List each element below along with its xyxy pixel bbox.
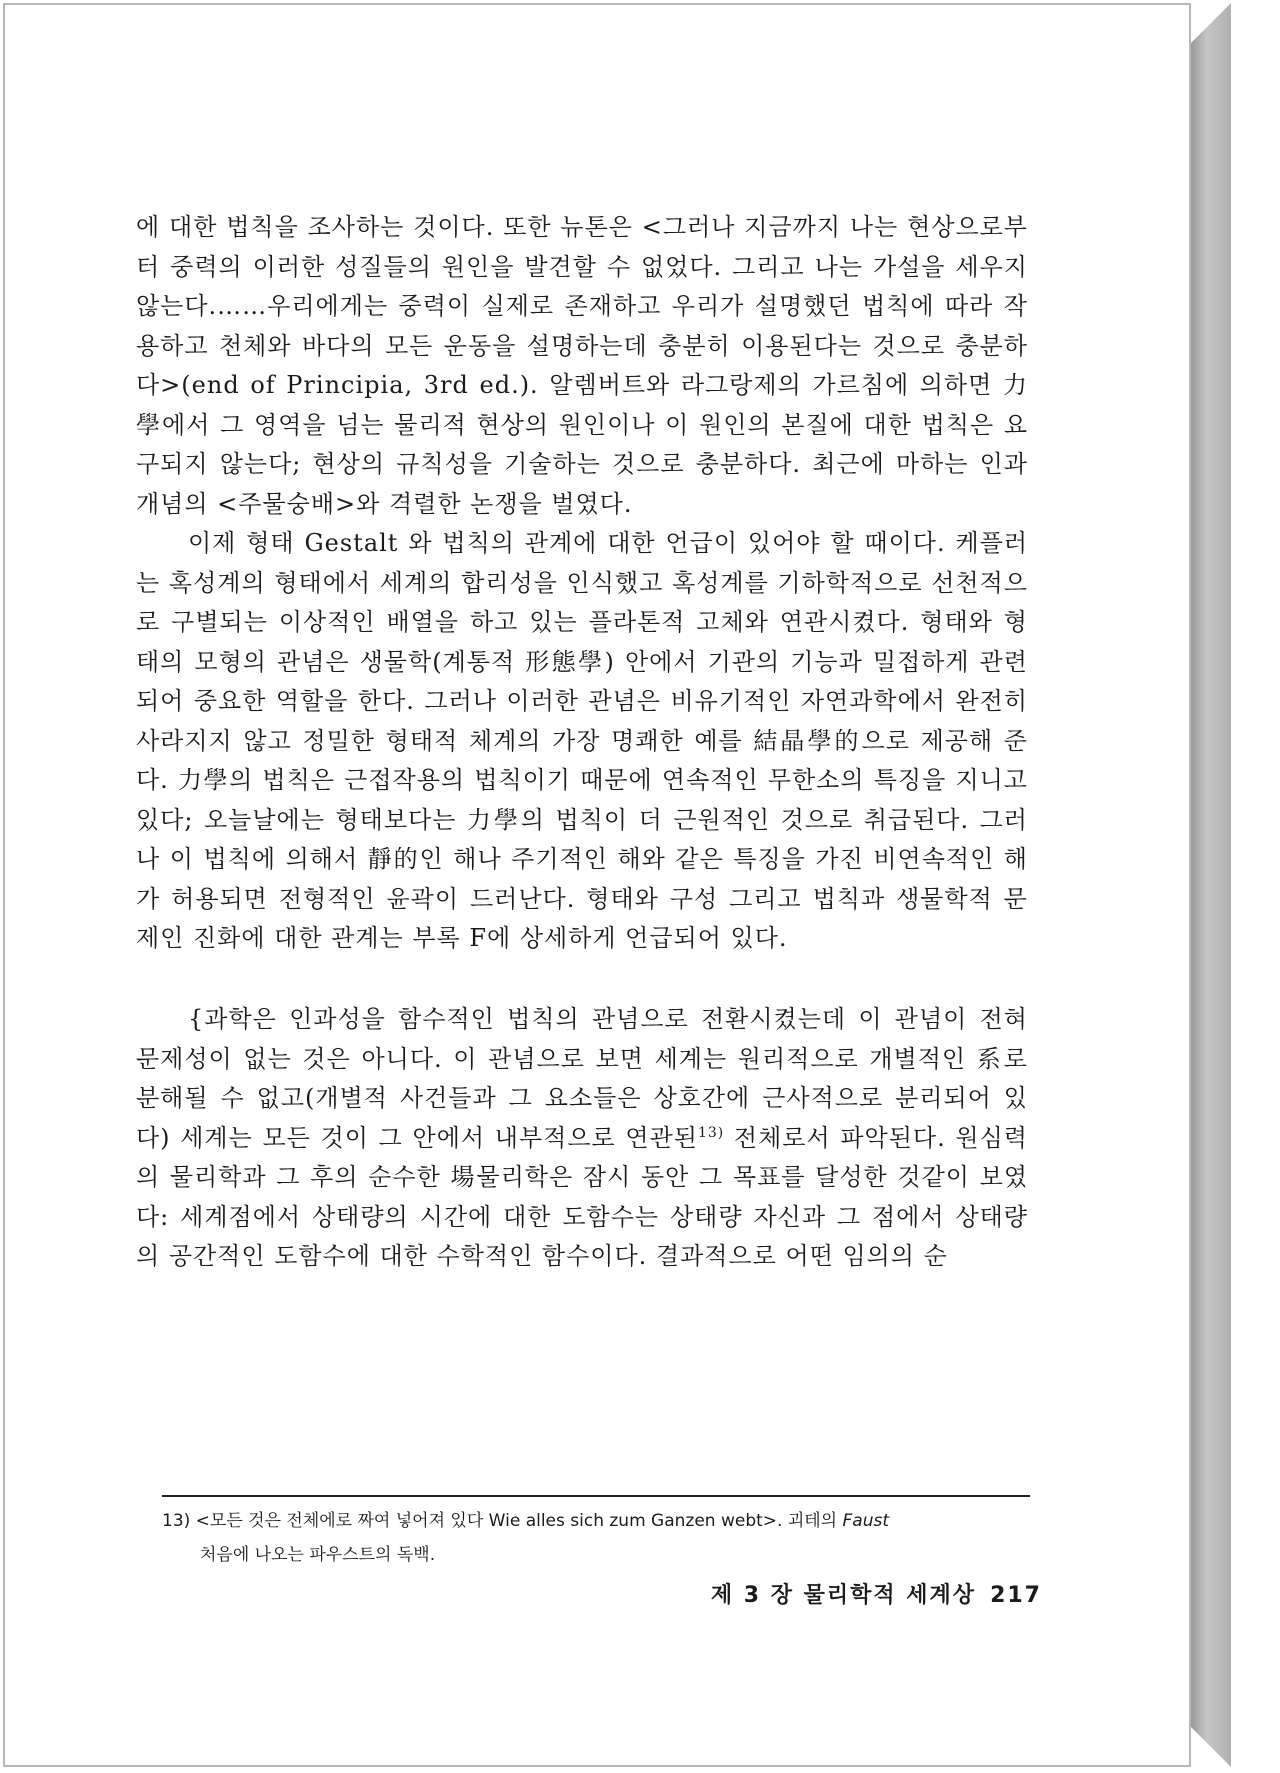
footnote-number: 13) xyxy=(162,1511,191,1531)
paragraph-3-part-b: 전체로서 파악된다. 원심력의 물리학과 그 후의 순수한 場물리학은 잠시 동안 그 목표를 달성한 것같이 보였다: 세계점에서 상태량의 시간에 대한 도함수는 상태량 자신과 그 점에서 상태량의 공간적인 도함수에 대한 수학적인 함수이다. 결과적으로 어떤 임의의 순 xyxy=(136,1123,1028,1270)
footnote-italic: Faust xyxy=(842,1511,890,1531)
footnote-rule xyxy=(162,1495,1030,1497)
footnote-reference: 13) xyxy=(697,1124,725,1141)
main-text-upper xyxy=(136,208,1028,959)
paragraph-2: 이제 형태 Gestalt 와 법칙의 관계에 대한 언급이 있어야 할 때이다. 케플러는 혹성계의 형태에서 세계의 합리성을 인식했고 혹성계를 기하학적으로 선천적으로 구별되는 이상적인 배열을 하고 있는 플라톤적 고체와 연관시켰다. 형태와 형태의 모형의 관념은 생물학(계통적 形態學) 안에서 기관의 기능과 밀접하게 관련되어 중요한 역할을 한다. 그러나 이러한 관념은 비유기적인 자연과학에서 완전히 사라지지 않고 정밀한 형태적 체계의 가장 명쾌한 예를 結晶學的으로 제공해 준다. 力學의 법칙은 근접작용의 법칙이기 때문에 연속적인 무한소의 특징을 지니고 있다; 오늘날에는 형태보다는 力學의 법칙이 더 근원적인 것으로 취급된다. 그러나 이 법칙에 의해서 靜的인 해나 주기적인 해와 같은 특징을 가진 비연속적인 해가 허용되면 전형적인 윤곽이 드러난다. 형태와 구성 그리고 법칙과 생물학적 문제인 진화에 대한 관계는 부록 F에 상세하게 언급되어 있다. xyxy=(136,529,1028,952)
main-text-lower xyxy=(136,1000,1028,1277)
chapter-title: 제 3 장 물리학적 세계상 xyxy=(710,1583,977,1608)
footnote-line-2: 처음에 나오는 파우스트의 독백. xyxy=(200,1545,436,1565)
footnote xyxy=(162,1504,1030,1572)
paragraph-3 xyxy=(136,1000,1028,1277)
paragraph-3-part-a: {과학은 인과성을 함수적인 법칙의 관념으로 전환시켰는데 이 관념이 전혀 문제성이 없는 것은 아니다. 이 관념으로 보면 세계는 원리적으로 개별적인 系로 분해될 수 없고(개별적 사건들과 그 요소들은 상호간에 근사적으로 분리되어 있다) 세계는 모든 것이 그 안에서 내부적으로 연관된 xyxy=(136,1005,1028,1152)
footnote-line-1 xyxy=(162,1504,1030,1538)
paragraph-1: 에 대한 법칙을 조사하는 것이다. 또한 뉴톤은 <그러나 지금까지 나는 현상으로부터 중력의 이러한 성질들의 원인을 발견할 수 없었다. 그리고 나는 가설을 세우지 않는다.……우리에게는 중력이 실제로 존재하고 우리가 설명했던 법칙에 따라 작용하고 천체와 바다의 모든 운동을 설명하는데 충분히 이용된다는 것으로 충분하다>(end of Principia, 3rd ed.). 알렘버트와 라그랑제의 가르침에 의하면 力學에서 그 영역을 넘는 물리적 현상의 원인이나 이 원인의 본질에 대한 법칙은 요구되지 않는다; 현상의 규칙성을 기술하는 것으로 충분하다. 최근에 마하는 인과 개념의 <주물숭배>와 격렬한 논쟁을 벌였다. xyxy=(136,213,1028,518)
footnote-text-a: <모든 것은 전체에로 짜여 넣어져 있다 Wie alles sich zum Ganzen webt>. 괴테의 xyxy=(195,1511,843,1531)
running-footer xyxy=(711,1578,1042,1609)
page-number: 217 xyxy=(990,1583,1042,1608)
page-edge-shadow xyxy=(1191,3,1231,1767)
